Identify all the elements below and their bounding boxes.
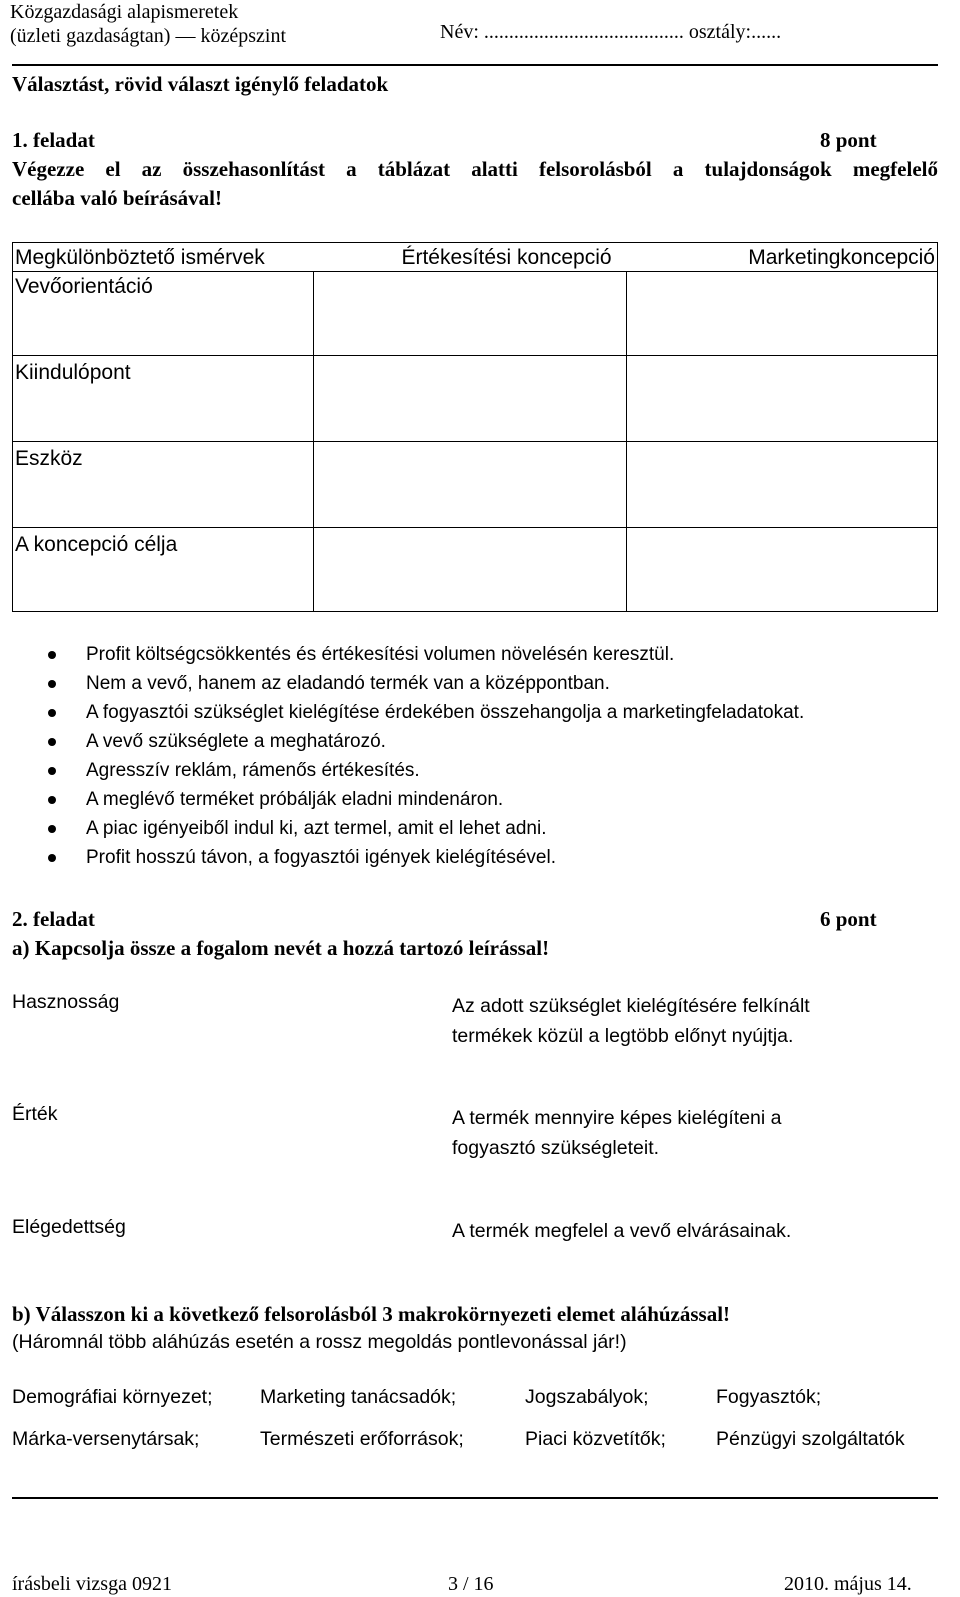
bullet-icon: [48, 854, 56, 862]
table-header-marketing-concept: Marketingkoncepció: [748, 246, 935, 269]
list-item: A piac igényeiből indul ki, azt termel, amit el lehet adni.: [48, 814, 804, 843]
footer-page-number: 3 / 16: [448, 1573, 494, 1595]
table-header-criteria: Megkülönböztető ismérvek: [15, 246, 265, 269]
table-header-sales-concept: Értékesítési koncepció: [401, 246, 612, 269]
element-jogszabalyok[interactable]: Jogszabályok;: [525, 1386, 649, 1408]
description-2[interactable]: A termék mennyire képes kielégíteni a fogyasztó szükségleteit.: [452, 1107, 782, 1159]
table-row-label: Kiindulópont: [15, 361, 131, 384]
answer-cell-marketing-eszkoz[interactable]: [627, 442, 938, 528]
term-elegedettseg[interactable]: Elégedettség: [12, 1216, 126, 1238]
task2-part-b-note: (Háromnál több aláhúzás esetén a rossz megoldás pontlevonással jár!): [12, 1331, 627, 1353]
list-item: A fogyasztói szükséglet kielégítése érdekében összehangolja a marketingfeladatokat.: [48, 698, 804, 727]
element-termeszeti-eroforrasok[interactable]: Természeti erőforrások;: [260, 1428, 464, 1450]
table-header-row: [13, 243, 938, 272]
element-marketing-tanacsadok[interactable]: Marketing tanácsadók;: [260, 1386, 457, 1408]
section-title: Választást, rövid választ igénylő feladatok: [12, 72, 389, 96]
list-item: A meglévő terméket próbálják eladni mindenáron.: [48, 785, 804, 814]
answer-cell-sales-kiindulopont[interactable]: [314, 356, 627, 442]
bullet-icon: [48, 825, 56, 833]
table-row: [13, 356, 938, 442]
task1-options-list: [48, 640, 804, 872]
term-ertek[interactable]: Érték: [12, 1103, 58, 1125]
answer-cell-sales-eszkoz[interactable]: [314, 442, 627, 528]
table-row-label: Eszköz: [15, 447, 83, 470]
bullet-icon: [48, 796, 56, 804]
bullet-icon: [48, 680, 56, 688]
bullet-icon: [48, 767, 56, 775]
list-item: Agresszív reklám, rámenős értékesítés.: [48, 756, 804, 785]
table-row-label-cell: [13, 442, 314, 528]
header-rule: [12, 64, 938, 66]
answer-cell-marketing-kiindulopont[interactable]: [627, 356, 938, 442]
comparison-table: [12, 242, 938, 612]
element-piaci-kozvetitok[interactable]: Piaci közvetítők;: [525, 1428, 666, 1450]
task2-part-a: a) Kapcsolja össze a fogalom nevét a hozzá tartozó leírással!: [12, 936, 550, 960]
answer-cell-marketing-cel[interactable]: [627, 528, 938, 612]
answer-cell-marketing-vevoorientacio[interactable]: [627, 272, 938, 356]
table-row-label-cell: [13, 356, 314, 442]
footer-date: 2010. május 14.: [784, 1573, 912, 1595]
task2-label: 2. feladat: [12, 907, 95, 931]
task1-points: 8 pont: [820, 128, 877, 152]
table-row: [13, 528, 938, 612]
task2-points: 6 pont: [820, 907, 877, 931]
footer-exam-code: írásbeli vizsga 0921: [12, 1573, 172, 1595]
element-fogyasztok[interactable]: Fogyasztók;: [716, 1386, 822, 1408]
task1-instruction-line1: Végezze el az összehasonlítást a táblázat alatti felsorolásból a tulajdonságok megfelelő: [12, 157, 938, 181]
task1-instruction-line2: cellába való beírásával!: [12, 186, 222, 210]
term-hasznossag[interactable]: Hasznosság: [12, 991, 120, 1013]
table-row-label: A koncepció célja: [15, 533, 178, 556]
table-row: [13, 272, 938, 356]
bullet-icon: [48, 738, 56, 746]
element-demografiai[interactable]: Demográfiai környezet;: [12, 1386, 213, 1408]
footer-rule: [12, 1497, 938, 1499]
table-row-label-cell: [13, 528, 314, 612]
description-3[interactable]: A termék megfelel a vevő elvárásainak.: [452, 1220, 792, 1242]
answer-cell-sales-vevoorientacio[interactable]: [314, 272, 627, 356]
list-item: Profit költségcsökkentés és értékesítési volumen növelésén keresztül.: [48, 640, 804, 669]
table-row-label-cell: [13, 272, 314, 356]
description-1[interactable]: Az adott szükséglet kielégítésére felkínált termékek közül a legtöbb előnyt nyújtja.: [452, 995, 810, 1047]
header-subject-line1: Közgazdasági alapismeretek: [10, 1, 239, 23]
bullet-icon: [48, 709, 56, 717]
list-item: Profit hosszú távon, a fogyasztói igények kielégítésével.: [48, 843, 804, 872]
table-row-label: Vevőorientáció: [15, 275, 153, 298]
answer-cell-sales-cel[interactable]: [314, 528, 627, 612]
list-item: Nem a vevő, hanem az eladandó termék van a középpontban.: [48, 669, 804, 698]
task2-part-b: b) Válasszon ki a következő felsorolásból 3 makrokörnyezeti elemet aláhúzással!: [12, 1302, 731, 1326]
table-row: [13, 442, 938, 528]
bullet-icon: [48, 651, 56, 659]
header-name-field: Név: ........................................ osztály:......: [440, 21, 782, 43]
header-subject-line2: (üzleti gazdaságtan) — középszint: [10, 25, 286, 47]
task1-label: 1. feladat: [12, 128, 95, 152]
element-marka-versenytarsak[interactable]: Márka-versenytársak;: [12, 1428, 200, 1450]
table-header-cell: [13, 243, 938, 272]
element-penzugyi-szolgaltatok[interactable]: Pénzügyi szolgáltatók: [716, 1428, 905, 1450]
list-item: A vevő szükséglete a meghatározó.: [48, 727, 804, 756]
